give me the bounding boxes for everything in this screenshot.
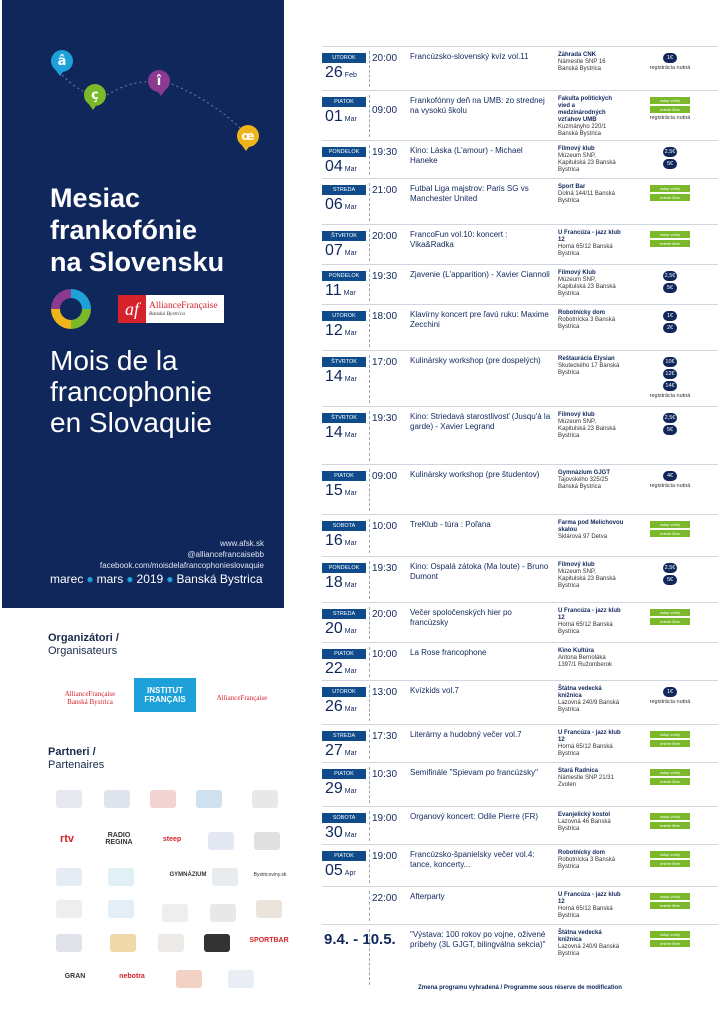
weekday-badge: PIATOK [322, 851, 366, 861]
divider [369, 561, 370, 599]
francophonie-ring-icon [51, 289, 91, 329]
price-chip: 5€ [663, 159, 677, 169]
partner-logo [212, 868, 238, 886]
partner-logo [56, 934, 82, 952]
divider [369, 767, 370, 803]
program-row [322, 806, 718, 845]
event-price [626, 608, 714, 626]
free-entry-badge: vstup voľný [650, 851, 690, 858]
partner-logo [208, 832, 234, 850]
registration-note: registrácia nutná [649, 393, 691, 399]
program-row [322, 350, 718, 407]
event-name: Afterparty [410, 892, 445, 901]
event-date: 12 Mar [325, 322, 357, 339]
event-date: 22 Mar [325, 660, 357, 677]
event-place: Filmový klub Múzeum SNP, Kapitulská 23 Banská Bystrica [558, 562, 616, 589]
free-entry-badge: vstup voľný [650, 813, 690, 820]
event-name: Frankofónny deň na UMB: zo strednej na vysokú školu [410, 96, 545, 115]
free-entry-badge: entrée libre [650, 740, 690, 747]
divider [369, 355, 370, 403]
event-name: Kino: Láska (L'amour) - Michael Haneke [410, 146, 523, 165]
alliance-francaise-logo: af AllianceFrançaise Banská Bystrica [118, 295, 224, 323]
free-entry-badge: vstup voľný [650, 731, 690, 738]
event-time: 19:00 [372, 813, 398, 824]
program-row [322, 924, 718, 989]
program-row [322, 680, 718, 725]
event-time: 09:00 [372, 105, 398, 116]
weekday-badge: UTOROK [322, 687, 366, 697]
free-entry-badge: entrée libre [650, 530, 690, 537]
registration-note: registrácia nutná [649, 115, 691, 121]
event-price [626, 686, 714, 705]
free-entry-badge: vstup voľný [650, 931, 690, 938]
partner-logo [204, 934, 230, 952]
event-price [626, 356, 714, 399]
partner-logo [56, 868, 82, 886]
event-date: 29 Mar [325, 780, 357, 797]
price-chip: 2€ [663, 323, 677, 333]
event-time: 19:30 [372, 563, 398, 574]
event-time: 20:00 [372, 609, 398, 620]
event-date: 11 Mar [325, 282, 356, 299]
event-price [626, 812, 714, 830]
event-date-range: 9.4. - 10.5. [324, 931, 396, 948]
partner-sportbar: SPORTBAR [249, 936, 289, 944]
partner-logo [108, 868, 134, 886]
event-price [626, 930, 714, 948]
bubble-a-icon: â [51, 50, 73, 72]
event-date: 06 Mar [325, 196, 357, 213]
event-place: Filmový Klub Múzeum SNP, Kapitulská 23 Banská Bystrica [558, 270, 616, 297]
free-entry-badge: vstup voľný [650, 609, 690, 616]
divider [369, 685, 370, 721]
price-chip: 2,5€ [664, 149, 676, 155]
event-place: Štátna vedecká knižnica Lazovná 240/9 Banská Bystrica [558, 930, 620, 957]
dates-line: marec ● mars ● 2019 ● Banská Bystrica [50, 572, 263, 586]
event-price [626, 270, 714, 294]
event-price [626, 230, 714, 248]
program-row [322, 642, 718, 681]
event-price [626, 470, 714, 489]
program-row [322, 886, 718, 925]
divider [369, 269, 370, 301]
event-name: Klavírny koncert pre ľavú ruku: Maxime Zecchini [410, 310, 549, 329]
partner-nebotra: nebotra [119, 972, 145, 980]
event-time: 20:00 [372, 53, 398, 64]
event-time: 13:00 [372, 687, 398, 698]
event-date: 16 Mar [325, 532, 357, 549]
event-place: U Francúza - jazz klub 12 Horná 65/12 Banská Bystrica [558, 608, 621, 635]
handle: @alliancefrancaisebb [187, 550, 264, 559]
divider [369, 145, 370, 175]
event-place: U Francúza - jazz klub 12 Horná 65/12 Banská Bystrica [558, 892, 621, 919]
event-date: 26 Mar [325, 698, 357, 715]
event-time: 22:00 [372, 893, 398, 904]
program-row [322, 406, 718, 465]
event-price [626, 184, 714, 202]
price-chip: 2,5€ [664, 415, 676, 421]
price-chip: 10€ [663, 357, 677, 367]
event-place: U Francúza - jazz klub 12 Horná 65/12 Banská Bystrica [558, 730, 621, 757]
partner-steep: steep [162, 835, 182, 843]
program-row [322, 556, 718, 603]
partner-logo [254, 832, 280, 850]
event-name: Literárny a hudobný večer vol.7 [410, 730, 522, 739]
weekday-badge: SOBOTA [322, 521, 366, 531]
event-name: Francúzsko-španielsky večer vol.4: tance, koncerty... [410, 850, 535, 869]
event-place: Fakulta politických vied a medzinárodných vzťahov UMB Kuzmányho 220/1 Banská Bystrica [558, 96, 613, 137]
event-name: Kulinársky workshop (pre študentov) [410, 470, 540, 479]
free-entry-badge: vstup voľný [650, 231, 690, 238]
program-row [322, 602, 718, 643]
event-price [626, 520, 714, 538]
divider [369, 411, 370, 461]
partners-title: Partneri / Partenaires [48, 746, 105, 771]
bubble-oe-icon: œ [237, 125, 259, 147]
event-place: Filmový klub Múzeum SNP, Kapitulská 23 Banská Bystrica [558, 412, 616, 439]
program-row [322, 304, 718, 351]
event-time: 10:00 [372, 649, 398, 660]
event-price [626, 412, 714, 436]
divider [369, 519, 370, 553]
free-entry-badge: entrée libre [650, 106, 690, 113]
event-date: 14 Mar [325, 424, 357, 441]
partner-logo [228, 970, 254, 988]
program-row [322, 46, 718, 91]
divider [369, 607, 370, 639]
free-entry-badge: vstup voľný [650, 521, 690, 528]
event-time: 09:00 [372, 471, 398, 482]
event-time: 18:00 [372, 311, 398, 322]
price-chip: 2,5€ [664, 273, 676, 279]
event-place: Gymnázium GJGT Tajovského 325/25 Banská Bystrica [558, 470, 611, 490]
price-chip: 1€ [663, 687, 677, 697]
event-name: Francúzsko-slovenský kvíz vol.11 [410, 52, 529, 61]
price-chip: 5€ [663, 425, 677, 435]
divider [369, 95, 370, 137]
divider [369, 229, 370, 261]
event-place: Sport Bar Dolná 144/11 Banská Bystrica [558, 184, 615, 204]
event-name: La Rose francophone [410, 648, 487, 657]
title-french: Mois de la francophonie en Slovaquie [50, 345, 212, 438]
event-time: 19:30 [372, 413, 398, 424]
event-date: 27 Mar [325, 742, 357, 759]
event-date: 20 Mar [325, 620, 357, 637]
divider [369, 51, 370, 87]
free-entry-badge: entrée libre [650, 860, 690, 867]
divider [369, 891, 370, 921]
event-date: 30 Mar [325, 824, 357, 841]
free-entry-badge: vstup voľný [650, 185, 690, 192]
program-row [322, 140, 718, 179]
weekday-badge: PIATOK [322, 471, 366, 481]
event-price [626, 52, 714, 71]
organizer-logo-af: AllianceFrançaise [216, 694, 268, 702]
weekday-badge: PONDELOK [322, 271, 366, 281]
free-entry-badge: vstup voľný [650, 97, 690, 104]
bubble-c-icon: ç [84, 84, 106, 106]
program-row [322, 724, 718, 763]
partner-gymnazium: GYMNÁZIUM [169, 872, 207, 878]
partner-logo [56, 790, 82, 808]
event-name: Kvízkids vol.7 [410, 686, 459, 695]
program-row [322, 464, 718, 515]
header-panel [2, 0, 284, 608]
price-chip: 1€ [663, 53, 677, 63]
footnote: Zmena programu vyhradená / Programme sous réserve de modification [418, 985, 622, 991]
weekday-badge: STREDA [322, 731, 366, 741]
event-time: 19:00 [372, 851, 398, 862]
partner-logo [210, 904, 236, 922]
event-date: 05 Apr [325, 862, 356, 879]
event-price [626, 146, 714, 170]
weekday-badge: PIATOK [322, 769, 366, 779]
divider [369, 929, 370, 985]
event-price [626, 768, 714, 786]
partner-gran: GRAN [64, 972, 86, 980]
price-chip: 4€ [663, 471, 677, 481]
event-time: 17:30 [372, 731, 398, 742]
website-link[interactable]: www.afsk.sk [219, 539, 264, 548]
registration-note: registrácia nutná [649, 65, 691, 71]
event-name: Futbal Liga majstrov: Paris SG vs Manchester United [410, 184, 529, 203]
divider [369, 849, 370, 883]
partner-logo [176, 970, 202, 988]
price-chip: 12€ [663, 369, 677, 379]
weekday-badge: UTOROK [322, 53, 366, 63]
partner-logo [158, 934, 184, 952]
partner-logo [104, 790, 130, 808]
divider [369, 811, 370, 841]
event-place: Stará Radnica Námestie SNP 21/31 Zvolen [558, 768, 614, 788]
event-name: FrancoFun vol.10: koncert : Vika&Radka [410, 230, 508, 249]
partner-logo [162, 904, 188, 922]
event-date: 15 Mar [325, 482, 357, 499]
event-price [626, 96, 714, 121]
price-chip: 14€ [663, 381, 677, 391]
partner-logo [196, 790, 222, 808]
event-price [626, 310, 714, 334]
program-row [322, 178, 718, 225]
event-time: 20:00 [372, 231, 398, 242]
event-date: 18 Mar [325, 574, 357, 591]
event-date: 04 Mar [325, 158, 357, 175]
event-date: 14 Mar [325, 368, 357, 385]
weekday-badge: SOBOTA [322, 813, 366, 823]
facebook-link[interactable]: facebook.com/moisdelafrancophonieslovaquie [99, 561, 264, 570]
event-name: Kino: Striedavá starostlivosť (Jusqu'à la garde) - Xavier Legrand [410, 412, 551, 431]
event-time: 10:00 [372, 521, 398, 532]
divider [369, 729, 370, 759]
partner-logo [256, 900, 282, 918]
free-entry-badge: vstup voľný [650, 893, 690, 900]
event-place: Robotnícky dom Robotnícka 3 Banská Bystrica [558, 310, 616, 330]
partner-bystricoviny: Bystricoviny.sk [253, 872, 287, 878]
event-place: Filmový klub Múzeum SNP, Kapitulská 23 Banská Bystrica [558, 146, 616, 173]
partner-logo [108, 900, 134, 918]
event-price [626, 892, 714, 910]
divider [369, 647, 370, 677]
free-entry-badge: entrée libre [650, 618, 690, 625]
weekday-badge: PIATOK [322, 649, 366, 659]
event-price [626, 850, 714, 868]
program-row [322, 514, 718, 557]
organizer-logo-af-bb: AllianceFrançaise Banská Bystrica [64, 690, 116, 706]
weekday-badge: STREDA [322, 609, 366, 619]
title-slovak: Mesiac frankofónie na Slovensku [50, 183, 225, 277]
program-row [322, 264, 718, 305]
free-entry-badge: vstup voľný [650, 769, 690, 776]
event-place: Záhrada CNK Námestie SNP 16 Banská Bystrica [558, 52, 606, 72]
event-name: Večer spoločenských hier po francúzsky [410, 608, 512, 627]
event-price [626, 730, 714, 748]
partner-rtv: rtv [59, 833, 75, 845]
event-time: 21:00 [372, 185, 398, 196]
event-date: 01 Mar [325, 108, 357, 125]
partner-logo [110, 934, 136, 952]
weekday-badge: ŠTVRTOK [322, 231, 366, 241]
free-entry-badge: entrée libre [650, 940, 690, 947]
program-row [322, 90, 718, 141]
event-name: Zjavenie (L'apparition) - Xavier Ciannoli [410, 270, 550, 279]
event-name: Semifinále "Spievam po francúzsky" [410, 768, 538, 777]
event-date: 26 Feb [325, 64, 357, 81]
event-place: Robotnícky dom Robotnícka 3 Banská Bystrica [558, 850, 616, 870]
event-place: Evanjelický kostol Lazovná 46 Banská Bystrica [558, 812, 611, 832]
program-row [322, 762, 718, 807]
registration-note: registrácia nutná [649, 483, 691, 489]
event-name: TreKlub - túra : Poľana [410, 520, 491, 529]
weekday-badge: ŠTVRTOK [322, 357, 366, 367]
event-time: 10:30 [372, 769, 398, 780]
divider [369, 183, 370, 221]
event-time: 17:00 [372, 357, 398, 368]
program-row [322, 224, 718, 265]
price-chip: 1€ [663, 311, 677, 321]
event-place: Kino Kultúra Antona Bernoláka 1397/1 Ružomberok [558, 648, 613, 668]
partner-logo [150, 790, 176, 808]
event-name: Kino: Ospalá zátoka (Ma loute) - Bruno Dumont [410, 562, 549, 581]
weekday-badge: PIATOK [322, 97, 366, 107]
event-name: Organový koncert: Odile Pierre (FR) [410, 812, 539, 821]
organizers-title: Organizátori / Organisateurs [48, 632, 119, 657]
bubble-i-icon: î [148, 70, 170, 92]
event-name: Kulinársky workshop (pre dospelých) [410, 356, 541, 365]
partner-logo [252, 790, 278, 808]
registration-note: registrácia nutná [649, 699, 691, 705]
event-price [626, 562, 714, 586]
partner-logo [56, 900, 82, 918]
event-time: 19:30 [372, 147, 398, 158]
weekday-badge: PONDELOK [322, 563, 366, 573]
event-date: 07 Mar [325, 242, 357, 259]
price-chip: 2,5€ [664, 565, 676, 571]
event-place: U Francúza - jazz klub 12 Horná 65/12 Banská Bystrica [558, 230, 621, 257]
weekday-badge: ŠTVRTOK [322, 413, 366, 423]
price-chip: 5€ [663, 575, 677, 585]
event-time: 19:30 [372, 271, 398, 282]
event-name: "Výstava: 100 rokov po vojne, oživené príbehy (3L GJGT, bilingválna sekcia)" [410, 930, 546, 949]
free-entry-badge: entrée libre [650, 778, 690, 785]
contacts [100, 538, 264, 571]
weekday-badge: PONDELOK [322, 147, 366, 157]
organizer-logo-institut: INSTITUT FRANÇAIS [134, 678, 196, 712]
divider [369, 309, 370, 347]
weekday-badge: STREDA [322, 185, 366, 195]
weekday-badge: UTOROK [322, 311, 366, 321]
free-entry-badge: entrée libre [650, 902, 690, 909]
event-place: Štátna vedecká knižnica Lazovná 240/9 Banská Bystrica [558, 686, 620, 713]
program-row [322, 844, 718, 887]
partner-radio-regina: RADIO REGINA [105, 832, 133, 846]
event-place: Reštaurácia Elysian Skuteckého 17 Banská Bystrica [558, 356, 620, 376]
price-chip: 5€ [663, 283, 677, 293]
free-entry-badge: entrée libre [650, 194, 690, 201]
free-entry-badge: entrée libre [650, 822, 690, 829]
free-entry-badge: entrée libre [650, 240, 690, 247]
divider [369, 469, 370, 511]
event-place: Farma pod Melichovou skalou Sklárová 97 Detva [558, 520, 624, 540]
